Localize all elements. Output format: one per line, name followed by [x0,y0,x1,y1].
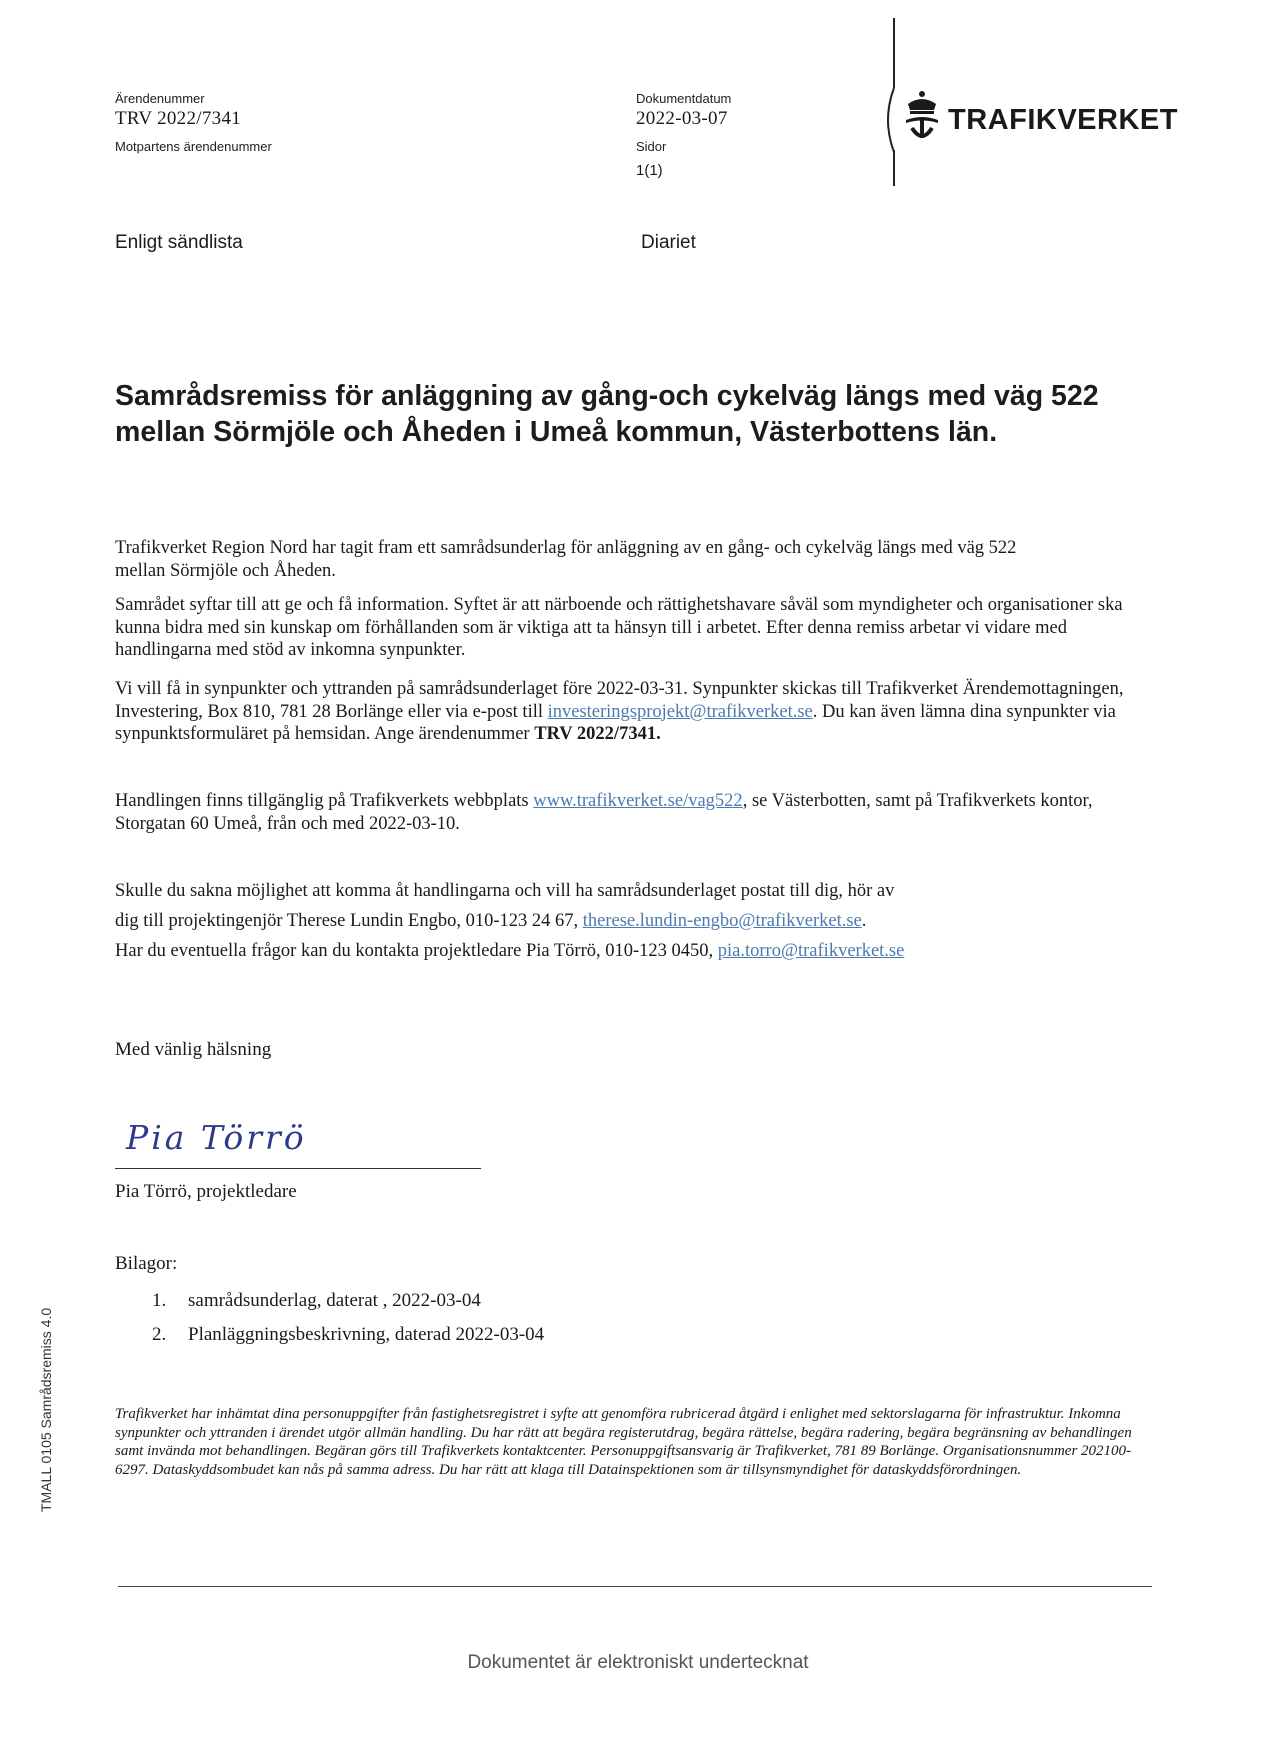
footer-divider [118,1586,1152,1587]
contact-line-3-text: Har du eventuella frågor kan du kontakta projektledare Pia Törrö, 010-123 0450, [115,941,714,961]
attachments-label: Bilagor: [115,1253,178,1274]
pages-label: Sidor [636,139,667,154]
attachment-item [152,1324,544,1346]
paragraph-submission [115,678,1155,746]
signature-line [115,1168,481,1169]
paragraph-purpose [115,594,1155,662]
recipient-registry: Diariet [641,232,696,253]
logo-wordmark: TRAFIKVERKET [948,104,1178,136]
privacy-disclaimer: Trafikverket har inhämtat dina personuppgifter från fastighetsregistret i syfte att genomföra rubricerad åtgärd i enlighet med sektorslagarna för infrastruktur. Inkomna synpunkter och yttranden i ärendet utgör allmän handling. Du har rätt att begära registerutdrag, begära rättelse, begära radering, begära begränsning av behandlingen samt invända mot behandlingen. Begäran görs till Trafikverkets kontaktcenter. Personuppgiftsansvarig är Trafikverket, 781 89 Borlänge. Organisationsnummer 202100-6297. Dataskyddsombudet kan nås på samma adress. Du har rätt att klaga till Datainspektionen som är tillsynsmyndighet för dataskyddsförordningen. [115,1406,1132,1478]
paragraph-contact [115,876,1155,966]
pages-count: 1(1) [636,162,663,179]
document-title: Samrådsremiss för anläggning av gång-och cykelväg längs med väg 522 mellan Sörmjöle och Åheden i Umeå kommun, Västerbottens län. [115,380,1099,448]
submission-case-number: TRV 2022/7341. [534,724,661,744]
case-number-label: Ärendenummer [115,91,205,106]
recipient-list: Enligt sändlista [115,232,243,253]
therese-email-link[interactable]: therese.lundin-engbo@trafikverket.se [582,911,862,931]
closing-greeting: Med vänlig hälsning [115,1039,272,1060]
crown-emblem-icon [902,88,942,144]
paragraph-intro [115,537,1025,582]
paragraph-intro-text: Trafikverket Region Nord har tagit fram ett samrådsunderlag för anläggning av en gång- och cykelväg längs med väg 522 mellan Sörmjöle och Åheden. [115,538,1017,581]
submission-text-a: Vi vill få in synpunkter och yttranden på samrådsunderlaget före 2022-03-31. Synpunkter skickas till Trafikverket Ärendemottagningen, Investering, Box 810, 781 28 Borlänge eller via e-post till [115,679,1124,722]
attachment-item [152,1290,544,1312]
logo-divider-top [893,18,895,88]
attachment-number: 2. [152,1324,167,1345]
contact-line-1: Skulle du sakna möjlighet att komma åt handlingarna och vill ha samrådsunderlaget postat till dig, hör av [115,881,895,901]
submission-text-b: . Du kan även lämna dina synpunkter via synpunktsformuläret på hemsidan. Ange ärendenummer [115,701,1116,744]
availability-text-a: Handlingen finns tillgänglig på Trafikverkets webbplats [115,791,529,811]
side-template-text: TMALL 0105 Samrådsremiss 4.0 [38,1307,54,1512]
document-date-label: Dokumentdatum [636,91,732,106]
paragraph-purpose-text: Samrådet syftar till att ge och få information. Syftet är att närboende och rättighetshavare såväl som myndigheter och organisationer ska kunna bidra med sin kunskap om förhållanden som är viktiga att ta hänsyn till i arbetet. Efter denna remiss arbetar vi vidare med handlingarna med stöd av inkomna synpunkter. [115,595,1123,660]
paragraph-availability [115,790,1155,835]
attachment-text: Planläggningsbeskrivning, daterad 2022-03-04 [188,1324,545,1345]
website-link[interactable]: www.trafikverket.se/vag522 [533,791,743,811]
document-date: 2022-03-07 [636,108,728,129]
electronic-signature-note: Dokumentet är elektroniskt undertecknat [467,1652,809,1673]
side-template-anchor [38,1307,58,1532]
attachment-number: 1. [152,1290,167,1311]
attachments-list [152,1290,544,1358]
availability-text-b: , se Västerbotten, samt på Trafikverkets kontor, Storgatan 60 Umeå, från och med 2022-03-10. [115,791,1093,834]
signer-name-title: Pia Törrö, projektledare [115,1181,297,1202]
counterpart-case-label: Motpartens ärendenummer [115,139,272,154]
pia-email-link[interactable]: pia.torro@trafikverket.se [717,941,905,961]
case-number: TRV 2022/7341 [115,108,242,129]
contact-line-2-text: dig till projektingenjör Therese Lundin Engbo, 010-123 24 67, [115,911,579,931]
attachment-text: samrådsunderlag, daterat , 2022-03-04 [188,1290,481,1311]
handwritten-signature: Pia Törrö [126,1118,307,1157]
contact-line-2-end: . [861,911,867,931]
submission-email-link[interactable]: investeringsprojekt@trafikverket.se [547,701,813,722]
